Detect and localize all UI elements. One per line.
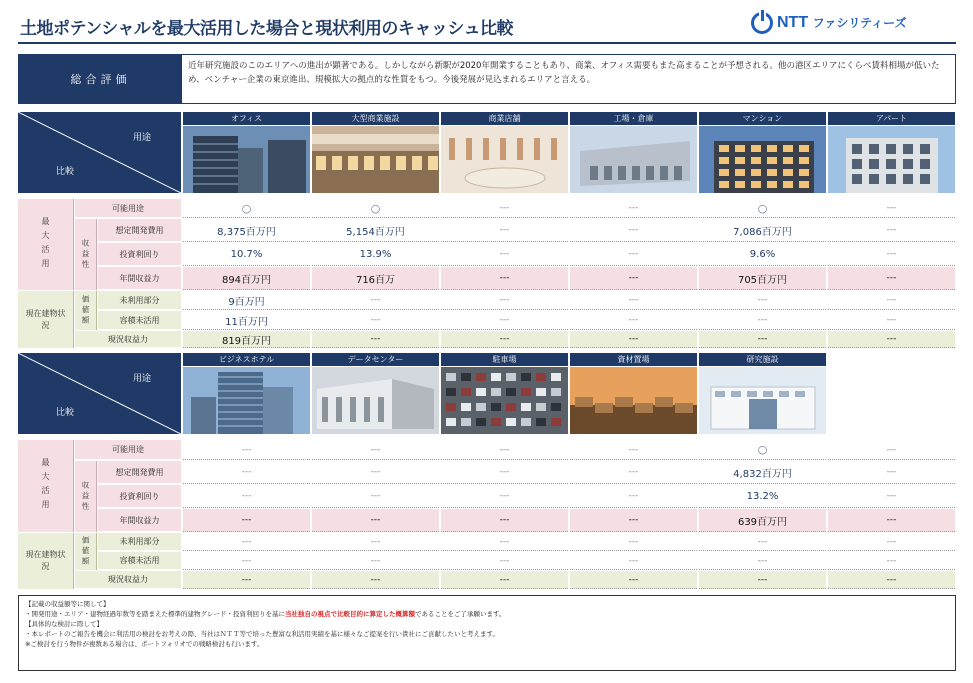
column-apartment-photo — [699, 112, 826, 193]
column-name: ビジネスホテル — [183, 353, 310, 366]
cell-dev_cost: --- — [828, 461, 955, 484]
apartment-photo — [699, 126, 826, 193]
column-retail-store-photo — [441, 112, 568, 193]
retail-store-photo — [441, 126, 568, 193]
column-parking-photo — [441, 353, 568, 434]
hotel-photo — [183, 367, 310, 434]
cell-current_income: --- — [183, 571, 310, 589]
unused-part-label: 未利用部分 — [98, 291, 181, 310]
cell-dev_cost: 8,375百万円 — [183, 219, 310, 242]
dev-cost-label: 想定開発費用 — [98, 461, 181, 484]
cell-unused_vol: --- — [699, 552, 826, 570]
column-name: マンション — [699, 112, 826, 125]
cell-current_income: 819百万円 — [183, 331, 310, 348]
column-name: 工場・倉庫 — [570, 112, 697, 125]
column-shopping-mall-photo — [312, 112, 439, 193]
cell-unused: --- — [699, 291, 826, 310]
value-label: 価値額 — [75, 291, 97, 330]
cell-unused: --- — [699, 533, 826, 551]
cell-annual: --- — [828, 267, 955, 290]
logo-brand: NTT — [777, 14, 809, 31]
roi-label: 投資利回り — [98, 243, 181, 266]
cell-annual: 639百万円 — [699, 509, 826, 532]
max-use-label: 最大活用 — [18, 199, 74, 290]
cell-roi: --- — [828, 485, 955, 508]
small-apartment-photo — [828, 126, 955, 193]
column-name: 駐車場 — [441, 353, 568, 366]
cell-unused: --- — [570, 291, 697, 310]
cell-current_income: --- — [441, 331, 568, 348]
column-name: アパート — [828, 112, 955, 125]
cell-possible: --- — [570, 199, 697, 218]
column-name: 資材置場 — [570, 353, 697, 366]
unused-volume-label: 容積未活用 — [98, 552, 181, 570]
cell-dev_cost: 7,086百万円 — [699, 219, 826, 242]
cell-annual: --- — [183, 509, 310, 532]
cell-unused: --- — [183, 533, 310, 551]
column-material-yard-photo — [570, 353, 697, 434]
cell-roi: --- — [183, 485, 310, 508]
cell-unused: --- — [828, 533, 955, 551]
comparison-header: 比較 — [56, 408, 75, 418]
cell-possible: --- — [441, 199, 568, 218]
column-name: データセンター — [312, 353, 439, 366]
column-name: オフィス — [183, 112, 310, 125]
company-logo — [751, 12, 907, 34]
possible-use-label: 可能用途 — [75, 440, 181, 460]
table-header-corner — [18, 353, 181, 434]
cell-unused_vol: --- — [570, 552, 697, 570]
current-building-label: 現在建物状況 — [18, 291, 74, 348]
cell-unused: 9百万円 — [183, 291, 310, 310]
cell-annual: 716百万 — [312, 267, 439, 290]
possible-use-label: 可能用途 — [75, 199, 181, 218]
research-facility-photo — [699, 367, 826, 434]
unused-volume-label: 容積未活用 — [98, 311, 181, 330]
column-small-apartment-photo — [828, 112, 955, 193]
note-line-2: ・本レポートのご報告を機会に利活用の検討をお考えの際、当社はＮＴＴ等で培った豊富な利活用実績を基に様々なご提案を行い貴社にご貢献したいと考えます。 — [25, 630, 499, 638]
profit-label: 収益性 — [75, 219, 97, 290]
shopping-mall-photo — [312, 126, 439, 193]
cell-unused_vol: --- — [441, 552, 568, 570]
cell-current_income: --- — [570, 331, 697, 348]
column-empty — [828, 353, 955, 434]
cell-possible: --- — [570, 440, 697, 460]
column-name: 大型商業施設 — [312, 112, 439, 125]
cell-annual: --- — [441, 509, 568, 532]
cell-current_income: --- — [570, 571, 697, 589]
cell-possible: --- — [828, 440, 955, 460]
cell-dev_cost: 5,154百万円 — [312, 219, 439, 242]
cell-annual: --- — [312, 509, 439, 532]
cell-current_income: --- — [312, 571, 439, 589]
table-header-corner — [18, 112, 181, 193]
cell-dev_cost: --- — [312, 461, 439, 484]
cell-roi: --- — [570, 485, 697, 508]
cell-possible: ○ — [699, 199, 826, 218]
annual-income-label: 年間収益力 — [98, 509, 181, 532]
cell-current_income: --- — [828, 331, 955, 348]
cell-roi: --- — [312, 485, 439, 508]
cell-possible: ○ — [312, 199, 439, 218]
cell-annual: 894百万円 — [183, 267, 310, 290]
comparison-header: 比較 — [56, 167, 75, 177]
current-income-label: 現況収益力 — [75, 331, 181, 348]
cell-unused: --- — [570, 533, 697, 551]
roi-label: 投資利回り — [98, 485, 181, 508]
cell-unused_vol: --- — [828, 311, 955, 330]
cell-roi: 13.9% — [312, 243, 439, 266]
cell-possible: --- — [183, 440, 310, 460]
cell-annual: --- — [828, 509, 955, 532]
profit-label: 収益性 — [75, 461, 97, 532]
cell-unused_vol: --- — [699, 311, 826, 330]
cell-dev_cost: --- — [441, 219, 568, 242]
current-income-label: 現況収益力 — [75, 571, 181, 589]
evaluation-label: 総合評価 — [19, 55, 182, 103]
overall-evaluation — [18, 54, 956, 104]
cell-dev_cost: --- — [570, 461, 697, 484]
cell-unused_vol: --- — [441, 311, 568, 330]
cell-current_income: --- — [441, 571, 568, 589]
cell-current_income: --- — [312, 331, 439, 348]
notes-box — [18, 595, 956, 671]
cell-possible: --- — [312, 440, 439, 460]
cell-annual: 705百万円 — [699, 267, 826, 290]
logo-sub: ファシリティーズ — [812, 16, 907, 30]
usage-header: 用途 — [132, 133, 151, 143]
cell-roi: --- — [828, 243, 955, 266]
cell-roi: --- — [441, 485, 568, 508]
cell-annual: --- — [570, 267, 697, 290]
unused-part-label: 未利用部分 — [98, 533, 181, 551]
cell-possible: ○ — [183, 199, 310, 218]
datacenter-photo — [312, 367, 439, 434]
usage-header: 用途 — [132, 374, 151, 384]
note-heading-1: 【記載の収益額等に関して】 — [25, 600, 110, 608]
column-office-building-photo — [183, 112, 310, 193]
cell-current_income: --- — [699, 571, 826, 589]
parking-photo — [441, 367, 568, 434]
column-datacenter-photo — [312, 353, 439, 434]
cell-dev_cost: 4,832百万円 — [699, 461, 826, 484]
column-hotel-photo — [183, 353, 310, 434]
cell-possible: ○ — [699, 440, 826, 460]
evaluation-text: 近年研究施設のこのエリアへの進出が顕著である。しかしながら新駅が2020年開業することもあり、商業、オフィス需要もまた高まることが予想される。他の港区エリアにくらべ賃料相場が低いため、ベンチャー企業の東京進出、規模拡大の拠点的な性質をもつ。今後発展が見込まれるエリアと言える。 — [188, 61, 940, 85]
material-yard-photo — [570, 367, 697, 434]
office-building-photo — [183, 126, 310, 193]
column-warehouse-photo — [570, 112, 697, 193]
cell-unused: --- — [441, 533, 568, 551]
cell-roi: --- — [570, 243, 697, 266]
column-research-facility-photo — [699, 353, 826, 434]
warehouse-photo — [570, 126, 697, 193]
cell-dev_cost: --- — [828, 219, 955, 242]
cell-roi: 10.7% — [183, 243, 310, 266]
dev-cost-label: 想定開発費用 — [98, 219, 181, 242]
note-heading-2: 【具体的な検討に際して】 — [25, 620, 103, 628]
column-name: 商業店舗 — [441, 112, 568, 125]
max-use-label: 最大活用 — [18, 440, 74, 532]
annual-income-label: 年間収益力 — [98, 267, 181, 290]
cell-unused: --- — [828, 291, 955, 310]
cell-unused: --- — [312, 533, 439, 551]
note-line-1: ・開発用途・エリア・建物経過年数等を踏まえた標準的建物グレード・投資利回りを基に当社独自の視点で比較目的に算定した概算額であることをご了承願います。 — [25, 610, 506, 618]
cell-roi: 13.2% — [699, 485, 826, 508]
note-line-3: ※ご検討を行う物件が複数ある場合は、ポートフォリオでの戦略検討も行います。 — [25, 640, 264, 648]
cell-annual: --- — [441, 267, 568, 290]
page-title: 土地ポテンシャルを最大活用した場合と現状利用のキャッシュ比較 — [20, 19, 514, 39]
cell-unused: --- — [312, 291, 439, 310]
cell-unused: --- — [441, 291, 568, 310]
cell-dev_cost: --- — [183, 461, 310, 484]
cell-unused_vol: --- — [183, 552, 310, 570]
cell-unused_vol: --- — [828, 552, 955, 570]
cell-dev_cost: --- — [441, 461, 568, 484]
cell-possible: --- — [441, 440, 568, 460]
value-label: 価値額 — [75, 533, 97, 570]
cell-possible: --- — [828, 199, 955, 218]
title-divider — [18, 42, 956, 44]
cell-annual: --- — [570, 509, 697, 532]
ntt-logo-icon — [751, 12, 773, 34]
cell-current_income: --- — [699, 331, 826, 348]
cell-unused_vol: 11百万円 — [183, 311, 310, 330]
cell-current_income: --- — [828, 571, 955, 589]
column-name: 研究施設 — [699, 353, 826, 366]
cell-unused_vol: --- — [312, 311, 439, 330]
cell-roi: --- — [441, 243, 568, 266]
cell-unused_vol: --- — [570, 311, 697, 330]
cell-roi: 9.6% — [699, 243, 826, 266]
cell-unused_vol: --- — [312, 552, 439, 570]
current-building-label: 現在建物状況 — [18, 533, 74, 589]
cell-dev_cost: --- — [570, 219, 697, 242]
note-highlight: 当社独自の視点で比較目的に算定した概算額 — [285, 610, 415, 618]
